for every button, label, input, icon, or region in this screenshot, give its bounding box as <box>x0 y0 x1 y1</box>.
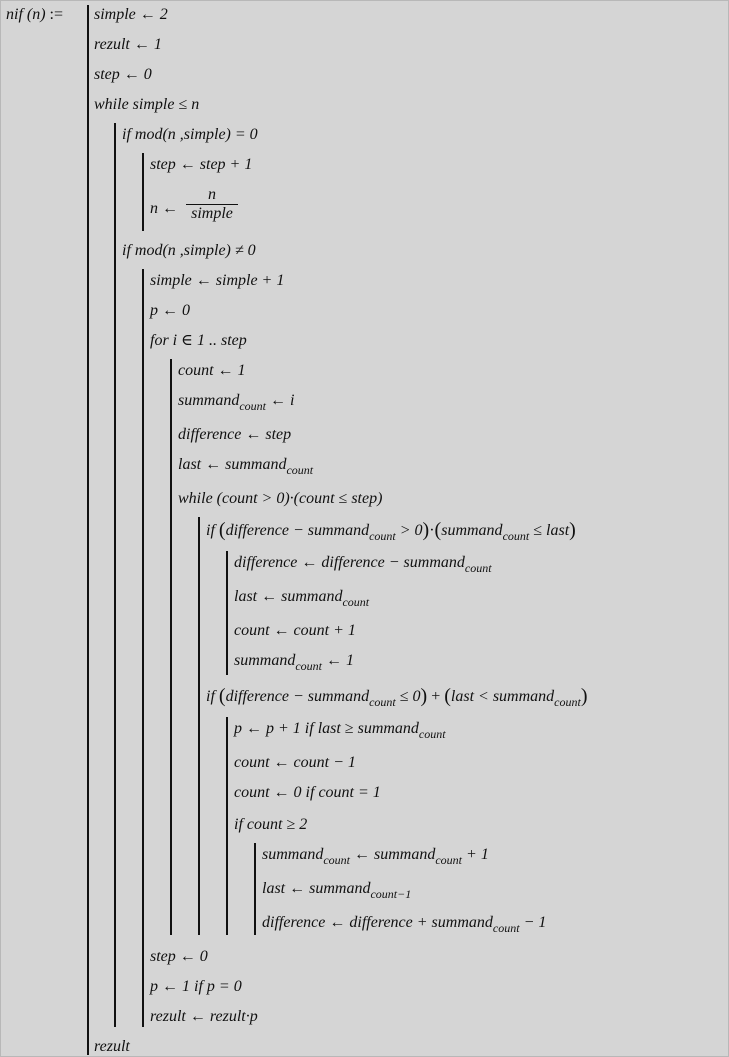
code-line <box>234 553 492 573</box>
code-line: count ← count − 1 <box>234 754 356 771</box>
code-line: p ← 1 if p = 0 <box>150 978 242 995</box>
code-line <box>262 845 489 865</box>
code-line: count ← 1 <box>178 362 246 379</box>
function-name: nif <box>6 6 23 23</box>
program-bar-level-3a <box>142 153 144 231</box>
text-segment: if <box>206 688 219 705</box>
text-segment: · <box>429 522 435 539</box>
text-segment: + <box>427 688 445 705</box>
text-segment: difference − summand <box>225 688 370 705</box>
fraction-numerator: n <box>208 186 216 203</box>
code-line: if (difference − summand$_{count}$ ≤ 0) + (last < summand$_{count}$) <box>206 685 588 709</box>
code-line <box>234 587 369 607</box>
subscript: count <box>342 595 370 609</box>
text-segment: if <box>206 522 219 539</box>
text-segment: ← summand <box>350 846 436 863</box>
subscript: count <box>323 853 351 867</box>
subscript: count <box>492 921 520 935</box>
text-segment: summand <box>262 846 324 863</box>
fraction-denominator: simple <box>186 204 238 223</box>
text-segment: > 0 <box>395 522 423 539</box>
code-line <box>262 879 411 899</box>
code-line: step ← 0 <box>94 66 152 83</box>
text-segment: + 1 <box>462 846 489 863</box>
program-bar-level-7 <box>254 843 256 935</box>
code-line: step ← 0 <box>150 948 208 965</box>
code-line: p ← 0 <box>150 302 190 319</box>
code-line: difference ← step <box>178 426 292 443</box>
code-line: if mod(n ,simple) = 0 <box>122 126 258 143</box>
text-segment: difference − summand <box>225 522 370 539</box>
code-line <box>234 719 446 739</box>
code-line: rezult ← 1 <box>94 36 162 53</box>
code-line: count ← 0 if count = 1 <box>234 784 381 801</box>
code-line: rezult ← rezult·p <box>150 1008 258 1025</box>
text-segment: last ← summand <box>178 456 287 473</box>
subscript: count <box>369 695 396 709</box>
code-line: if (difference − summand$_{count}$ > 0)·(summand$_{count}$ ≤ last) <box>206 519 576 543</box>
program-bar-level-4 <box>170 359 172 935</box>
code-line: while (count > 0)·(count ≤ step) <box>178 490 383 507</box>
code-line <box>234 651 354 671</box>
program-bar-level-6a <box>226 551 228 675</box>
subscript: count <box>239 399 267 413</box>
subscript: count <box>369 529 396 543</box>
subscript: count <box>554 695 581 709</box>
text-segment: difference ← difference + summand <box>262 914 493 931</box>
code-line: step ← step + 1 <box>150 156 253 173</box>
subscript: count <box>435 853 463 867</box>
program-bar-level-6b <box>226 717 228 935</box>
code-line <box>178 391 294 411</box>
text-segment: summand <box>234 652 296 669</box>
code-line: simple ← simple + 1 <box>150 272 285 289</box>
text-segment: − 1 <box>519 914 547 931</box>
fraction <box>186 186 238 223</box>
program-bar-level-2 <box>114 123 116 1027</box>
code-line: rezult <box>94 1038 130 1055</box>
text-segment: ≤ 0 <box>395 688 421 705</box>
text-segment: ≤ last <box>529 522 570 539</box>
text-segment: p ← p + 1 if last ≥ summand <box>234 720 419 737</box>
function-arg: n <box>32 6 41 23</box>
text-segment: summand <box>178 392 240 409</box>
code-line: for i ∈ 1 .. step <box>150 332 247 349</box>
code-line <box>178 455 313 475</box>
code-line: count ← count + 1 <box>234 622 356 639</box>
text-segment: last < summand <box>450 688 555 705</box>
program-bar-level-5 <box>198 517 200 935</box>
text-segment: difference ← difference − summand <box>234 554 465 571</box>
assign-operator: := <box>49 6 64 23</box>
text-segment: ← 1 <box>322 652 355 669</box>
code-line: if count ≥ 2 <box>234 816 308 833</box>
text-segment: last ← summand <box>234 588 343 605</box>
code-line <box>262 913 546 933</box>
subscript: count <box>464 561 492 575</box>
subscript: count <box>502 529 530 543</box>
subscript: count−1 <box>370 887 412 901</box>
text-segment: ← i <box>266 392 295 409</box>
subscript: count <box>286 463 314 477</box>
subscript: count <box>418 727 446 741</box>
text-segment: summand <box>441 522 503 539</box>
code-line: if mod(n ,simple) ≠ 0 <box>122 242 256 259</box>
code-line: while simple ≤ n <box>94 96 200 113</box>
code-line: simple ← 2 <box>94 6 168 23</box>
subscript: count <box>295 659 323 673</box>
program-bar-level-3b <box>142 269 144 1027</box>
function-header: nif (n) := <box>6 6 64 23</box>
program-bar-level-1 <box>87 5 89 1055</box>
code-line: n ← <box>150 200 178 217</box>
text-segment: last ← summand <box>262 880 371 897</box>
